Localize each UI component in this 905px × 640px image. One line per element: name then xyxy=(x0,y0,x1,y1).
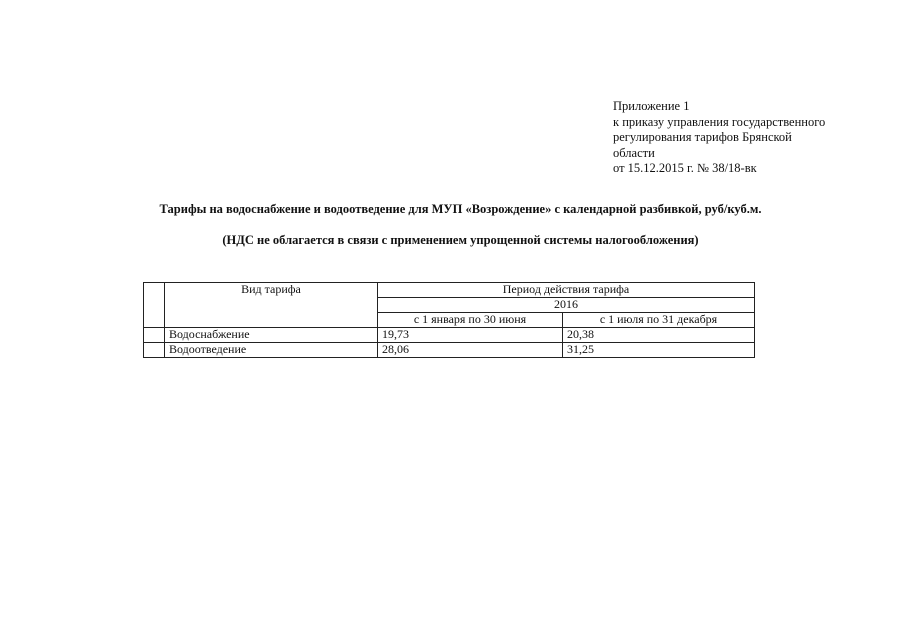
table-row xyxy=(144,343,755,358)
year-cell: 2016 xyxy=(378,298,755,313)
document-title: Тарифы на водоснабжение и водоотведение для МУП «Возрождение» с календарной разбивкой, руб/куб.м. xyxy=(159,202,762,216)
tariff-value-cell: 20,38 xyxy=(563,328,755,343)
appendix-line-1: Приложение 1 xyxy=(613,99,690,113)
period-2-cell: с 1 июля по 31 декабря xyxy=(563,313,755,328)
tariff-name-cell: Водоотведение xyxy=(165,343,378,358)
tariff-value-cell: 19,73 xyxy=(378,328,563,343)
appendix-line-2: к приказу управления государственного xyxy=(613,114,826,129)
column-header-kind: Вид тарифа xyxy=(165,283,378,328)
tariff-value-cell: 31,25 xyxy=(563,343,755,358)
index-column-header xyxy=(144,283,165,328)
tariff-value-cell: 28,06 xyxy=(378,343,563,358)
column-header-period: Период действия тарифа xyxy=(378,283,755,298)
table-header-row xyxy=(144,283,755,298)
appendix-line-5: от 15.12.2015 г. № 38/18-вк xyxy=(613,161,757,175)
appendix-block xyxy=(613,99,873,177)
appendix-line-4: области xyxy=(613,145,655,160)
period-1-cell: с 1 января по 30 июня xyxy=(378,313,563,328)
tariff-name-cell: Водоснабжение xyxy=(165,328,378,343)
tariff-table xyxy=(143,282,755,358)
table-row xyxy=(144,328,755,343)
appendix-line-3: регулирования тарифов Брянской xyxy=(613,130,792,144)
document-subtitle: (НДС не облагается в связи с применением упрощенной системы налогообложения) xyxy=(222,233,699,247)
row-index-cell xyxy=(144,328,165,343)
row-index-cell xyxy=(144,343,165,358)
